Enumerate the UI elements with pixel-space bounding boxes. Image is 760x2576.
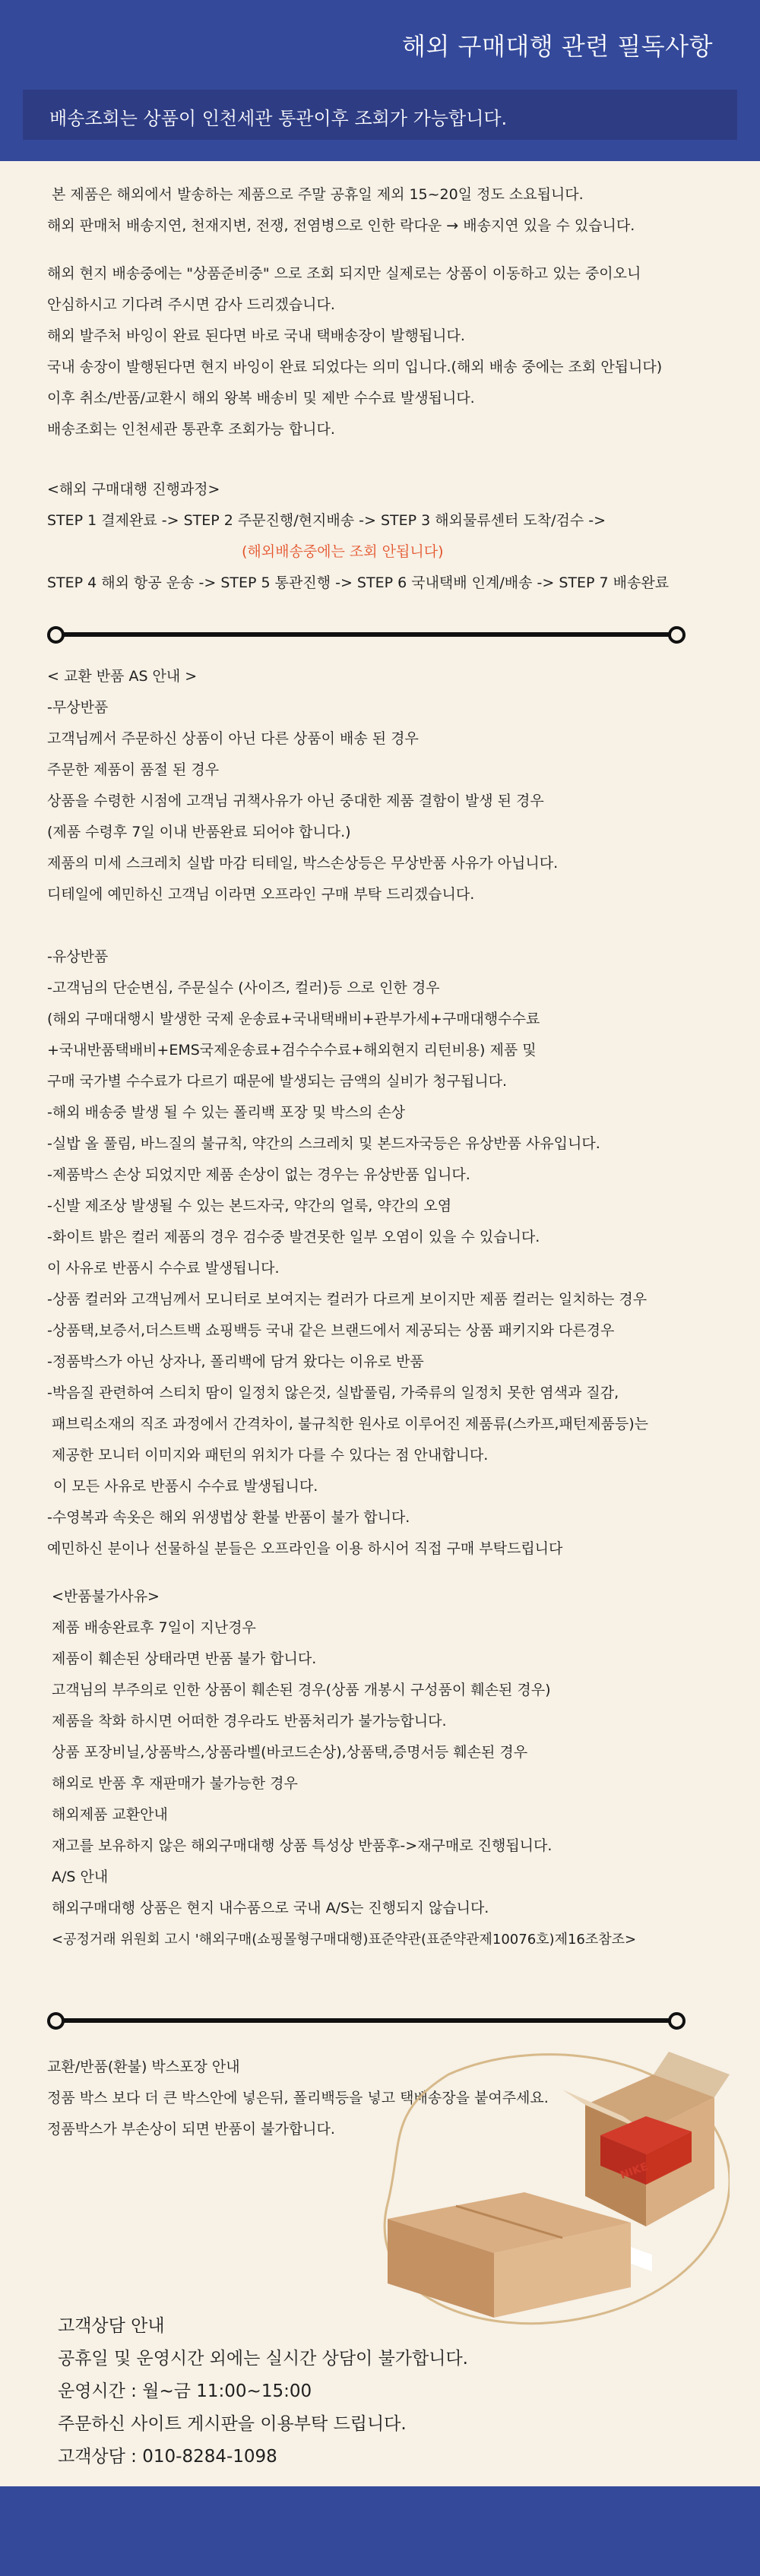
- exchange-line: -상품 컬러와 고객님께서 모니터로 보여지는 컬러가 다르게 보이지만 제품 컬러는 일치하는 경우: [47, 1291, 648, 1308]
- contact-phone: 고객상담 : 010-8284-1098: [58, 2447, 277, 2467]
- refusal-line: 제품이 훼손된 상태라면 반품 불가 합니다.: [52, 1650, 317, 1667]
- shipping-info-section: [47, 179, 716, 599]
- contact-line: 주문하신 사이트 게시판을 이용부탁 드립니다.: [58, 2414, 407, 2434]
- section-divider: [47, 2012, 686, 2029]
- exchange-line: (제품 수령후 7일 이내 반품완료 되어야 합니다.): [47, 824, 351, 840]
- section-divider: [47, 626, 686, 643]
- contact-line: 공휴일 및 운영시간 외에는 실시간 상담이 불가합니다.: [58, 2349, 468, 2369]
- exchange-line: -수영복과 속옷은 해외 위생법상 환불 반품이 불가 합니다.: [47, 1509, 410, 1526]
- shipping-line: 해외 현지 배송중에는 "상품준비중" 으로 조회 되지만 실제로는 상품이 이동하고 있는 중이오니: [47, 265, 641, 282]
- shipping-line: 이후 취소/반품/교환시 해외 왕복 배송비 및 제반 수수료 발생됩니다.: [47, 390, 475, 407]
- exchange-line: 예민하신 분이나 선물하실 분들은 오프라인을 이용 하시어 직접 구매 부탁드립니다: [47, 1540, 563, 1557]
- exchange-return-section: [47, 661, 716, 1955]
- exchange-line: 제품의 미세 스크레치 실밥 마감 티테일, 박스손상등은 무상반품 사유가 아닙니다.: [47, 855, 559, 872]
- page-title: 해외 구매대행 관련 필독사항: [402, 32, 713, 61]
- refusal-line: <공정거래 위원회 고시 '해외구매(쇼핑몰형구매대행)표준약관(표준약관제10076호)제16조참조>: [52, 1932, 637, 1948]
- refusal-line: 제품을 착화 하시면 어떠한 경우라도 반품처리가 불가능합니다.: [52, 1713, 447, 1729]
- shipping-line: 해외 발주처 바잉이 완료 된다면 바로 국내 택배송장이 발행됩니다.: [47, 328, 465, 344]
- refusal-line: 제품 배송완료후 7일이 지난경우: [52, 1619, 256, 1636]
- process-steps-1: STEP 1 결제완료 -> STEP 2 주문진행/현지배송 -> STEP 3 해외물류센터 도착/검수 ->: [47, 512, 606, 529]
- refusal-line: 재고를 보유하지 않은 해외구매대행 상품 특성상 반품후->재구매로 진행됩니다.: [52, 1837, 553, 1854]
- exchange-line: 패브릭소재의 직조 과정에서 간격차이, 불규칙한 원사로 이루어진 제품류(스카프,패턴제품등)는: [52, 1416, 648, 1432]
- refusal-line: 해외제품 교환안내: [52, 1806, 168, 1823]
- exchange-line: +국내반품택배비+EMS국제운송료+검수수수료+해외현지 리턴비용) 제품 및: [47, 1042, 537, 1059]
- box-brand-label: NIKE: [619, 2160, 650, 2182]
- exchange-line: 주문한 제품이 품절 된 경우: [47, 761, 220, 778]
- contact-hours: 운영시간 : 월~금 11:00~15:00: [58, 2381, 312, 2401]
- refusal-title: <반품불가사유>: [52, 1588, 160, 1605]
- exchange-line: -실밥 올 풀림, 바느질의 불규칙, 약간의 스크레치 및 본드자국등은 유상반품 사유입니다.: [47, 1135, 600, 1152]
- exchange-line: -제품박스 손상 되었지만 제품 손상이 없는 경우는 유상반품 입니다.: [47, 1166, 470, 1183]
- exchange-line: [47, 910, 716, 941]
- box-illustration: [334, 2044, 730, 2333]
- customer-service-section: [58, 2310, 468, 2473]
- closed-box-icon: [388, 2192, 631, 2318]
- exchange-line: < 교환 반품 AS 안내 >: [47, 668, 198, 685]
- exchange-line: -정품박스가 아닌 상자나, 폴리백에 담겨 왔다는 이유로 반품: [47, 1353, 424, 1370]
- refusal-line: 고객님의 부주의로 인한 상품이 훼손된 경우(상품 개봉시 구성품이 훼손된 경우): [52, 1682, 551, 1698]
- exchange-line: -해외 배송중 발생 될 수 있는 폴리백 포장 및 박스의 손상: [47, 1104, 406, 1121]
- shipping-line: 안심하시고 기다려 주시면 감사 드리겠습니다.: [47, 296, 335, 313]
- process-title: <해외 구매대행 진행과정>: [47, 481, 220, 498]
- exchange-line: -상품택,보증서,더스트백 쇼핑백등 국내 같은 브랜드에서 제공되는 상품 패키지와 다른경우: [47, 1322, 615, 1339]
- exchange-line: -신발 제조상 발생될 수 있는 본드자국, 약간의 얼룩, 약간의 오염: [47, 1198, 452, 1214]
- exchange-line: 고객님께서 주문하신 상품이 아닌 다른 상품이 배송 된 경우: [47, 730, 419, 747]
- shipping-line: 배송조회는 인천세관 통관후 조회가능 합니다.: [47, 421, 335, 438]
- refusal-line: A/S 안내: [52, 1869, 109, 1885]
- exchange-line: 제공한 모니터 이미지와 패턴의 위치가 다를 수 있다는 점 안내합니다.: [52, 1447, 489, 1464]
- refusal-line: 해외로 반품 후 재판매가 불가능한 경우: [52, 1775, 298, 1792]
- contact-title: 고객상담 안내: [58, 2316, 165, 2336]
- process-steps-2: STEP 4 해외 항공 운송 -> STEP 5 통관진행 -> STEP 6 국내택배 인계/배송 -> STEP 7 배송완료: [47, 574, 670, 591]
- exchange-line: 디테일에 예민하신 고객님 이라면 오프라인 구매 부탁 드리겠습니다.: [47, 886, 475, 903]
- packaging-line: 정품박스가 부손상이 되면 반품이 불가합니다.: [47, 2121, 335, 2138]
- exchange-line: -박음질 관련하여 스티치 땀이 일정치 않은것, 실밥풀림, 가죽류의 일정치 못한 염색과 질감,: [47, 1385, 619, 1401]
- page-footer: [0, 2486, 760, 2576]
- refusal-line: 해외구매대행 상품은 현지 내수품으로 국내 A/S는 진행되지 않습니다.: [52, 1900, 489, 1916]
- shipping-line: 국내 송장이 발행된다면 현지 바잉이 완료 되었다는 의미 입니다.(해외 배송 중에는 조회 안됩니다): [47, 359, 663, 375]
- shipping-line: 해외 판매처 배송지연, 천재지변, 전쟁, 전염병으로 인한 락다운 → 배송지연 있을 수 있습니다.: [47, 217, 635, 234]
- exchange-line: (해외 구매대행시 발생한 국제 운송료+국내택배비+관부가세+구매대행수수료: [47, 1011, 540, 1027]
- exchange-line: -유상반품: [47, 948, 109, 965]
- shipping-line: 본 제품은 해외에서 발송하는 제품으로 주말 공휴일 제외 15~20일 정도 소요됩니다.: [52, 186, 584, 203]
- exchange-line: 이 사유로 반품시 수수료 발생됩니다.: [47, 1260, 280, 1277]
- page-header: [0, 0, 760, 161]
- exchange-line: 상품을 수령한 시점에 고객님 귀책사유가 아닌 중대한 제품 결함이 발생 된 경우: [47, 793, 544, 809]
- exchange-line: 구매 국가별 수수료가 다르기 때문에 발생되는 금액의 실비가 청구됩니다.: [47, 1073, 507, 1090]
- exchange-line: -화이트 밝은 컬러 제품의 경우 검수중 발견못한 일부 오염이 있을 수 있습니다.: [47, 1229, 540, 1245]
- subtitle-bar: [23, 90, 737, 140]
- exchange-line: -무상반품: [47, 699, 109, 716]
- exchange-line: 이 모든 사유로 반품시 수수료 발생됩니다.: [53, 1478, 318, 1495]
- packaging-line: 정품 박스 보다 더 큰 박스안에 넣은뒤, 폴리백등을 넣고 택배송장을 붙여주세요.: [47, 2090, 549, 2106]
- packaging-title: 교환/반품(환불) 박스포장 안내: [47, 2059, 240, 2075]
- process-note: (해외배송중에는 조회 안됩니다): [242, 543, 444, 560]
- refusal-line: 상품 포장비닐,상품박스,상품라벨(바코드손상),상품택,증명서등 훼손된 경우: [52, 1744, 528, 1761]
- exchange-line: -고객님의 단순변심, 주문실수 (사이즈, 컬러)등 으로 인한 경우: [47, 979, 440, 996]
- page-subtitle: 배송조회는 상품이 인천세관 통관이후 조회가 가능합니다.: [49, 108, 508, 129]
